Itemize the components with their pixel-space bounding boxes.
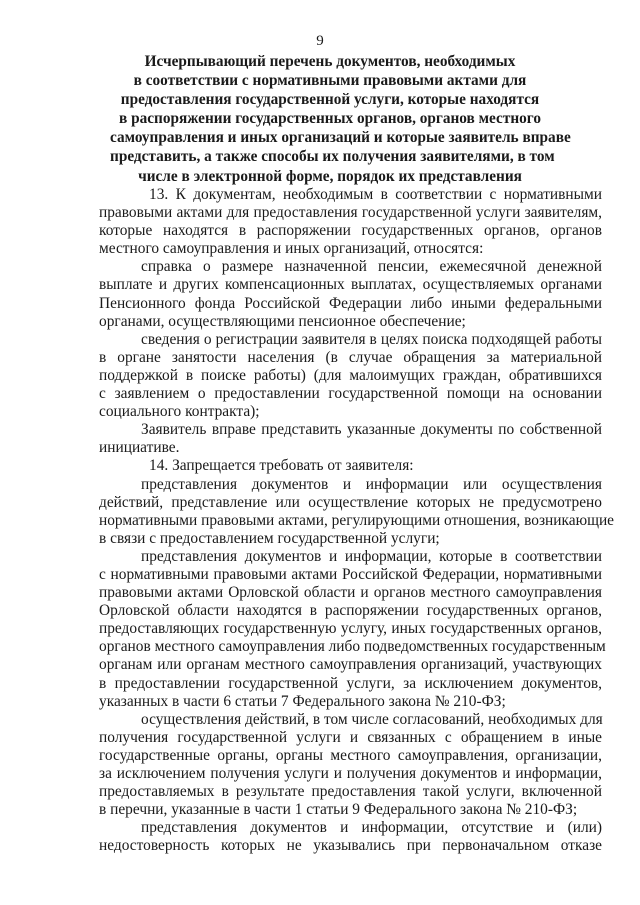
paragraph xyxy=(99,457,602,475)
paragraph xyxy=(99,186,602,258)
paragraph-line: 13. К документам, необходимым в соответствии с нормативными xyxy=(149,186,602,203)
paragraph-line: представления документов и информации, которые в соответствии xyxy=(141,547,602,565)
paragraph-line: выплате и других компенсационных выплатах, осуществляемых органами xyxy=(99,276,602,294)
paragraph-line: в органе занятости населения (в случае обращения за материальной xyxy=(99,348,602,366)
paragraph-line: с нормативными правовыми актами Российской Федерации, нормативными xyxy=(99,565,602,583)
paragraph-line: представления документов и информации, отсутствие и (или) xyxy=(141,819,602,837)
paragraph-line: которые находятся в распоряжении государственных органов, органов xyxy=(99,222,602,240)
paragraph-line: за исключением получения услуги и получения документов и информации, xyxy=(99,765,602,782)
paragraph xyxy=(99,475,615,548)
paragraph-line: местного самоуправления и иных организаций, относятся: xyxy=(99,240,484,258)
paragraph-line: осуществления действий, в том числе согласований, необходимых для xyxy=(141,710,603,728)
paragraph-line: сведения о регистрации заявителя в целях поиска подходящей работы xyxy=(141,330,602,348)
paragraph-line: органам или органам местного самоуправления организаций, участвующих xyxy=(99,656,602,674)
paragraph-line: Орловской области находятся в распоряжении государственных органов, xyxy=(99,602,602,620)
heading-line: самоуправления и иных организаций и которые заявитель вправе xyxy=(110,129,571,147)
paragraph-line: Пенсионного фонда Российской Федерации либо иными федеральными xyxy=(99,294,602,312)
paragraph-line: органами, осуществляющими пенсионное обеспечение; xyxy=(99,312,466,330)
paragraph-line: указанных в части 6 статьи 7 Федерального закона № 210-ФЗ; xyxy=(99,692,506,710)
paragraph-line: 14. Запрещается требовать от заявителя: xyxy=(149,457,414,475)
heading-line: предоставления государственной услуги, которые находятся xyxy=(120,91,540,109)
paragraph xyxy=(99,421,602,457)
heading-line: Исчерпывающий перечень документов, необходимых xyxy=(144,53,516,70)
paragraph-line: с заявлением о предоставлении государственной помощи на основании xyxy=(99,385,602,403)
paragraph-line: в предоставлении государственной услуги, за исключением документов, xyxy=(99,674,602,692)
paragraph xyxy=(99,819,602,855)
heading-line: представить, а также способы их получения заявителями, в том xyxy=(110,148,555,166)
paragraph-line: представления документов и информации или осуществления xyxy=(141,475,602,493)
page-number: 9 xyxy=(316,33,324,49)
paragraph-line: правовыми актами для предоставления государственной услуги заявителям, xyxy=(99,204,602,222)
paragraph-line: государственные органы, органы местного самоуправления, организации, xyxy=(99,746,602,764)
paragraph-line: недостоверность которых не указывались при первоначальном отказе xyxy=(99,837,602,855)
paragraph-line: поддержкой в поиске работы) (для малоимущих граждан, обратившихся xyxy=(99,366,602,384)
heading-line: в соответствии с нормативными правовыми актами для xyxy=(133,72,527,90)
paragraph-line: социального контракта); xyxy=(99,403,260,421)
body-text xyxy=(99,186,615,855)
heading-line: числе в электронной форме, порядок их представления xyxy=(138,167,522,185)
paragraph-line: органов местного самоуправления либо подведомственных государственным xyxy=(99,638,606,656)
paragraph-line: нормативными правовыми актами, регулирующими отношения, возникающие xyxy=(99,511,615,529)
paragraph xyxy=(99,547,606,711)
heading-line: в распоряжении государственных органов, органов местного xyxy=(118,110,542,128)
paragraph-line: действий, представление или осуществление которых не предусмотрено xyxy=(99,493,602,511)
paragraph-line: предоставляемых в результате предоставления такой услуги, включенной xyxy=(99,783,602,801)
section-heading xyxy=(110,52,571,186)
paragraph xyxy=(99,331,602,421)
paragraph-line: инициативе. xyxy=(99,439,180,457)
paragraph xyxy=(99,258,602,330)
paragraph xyxy=(99,711,602,820)
paragraph-line: правовыми актами Орловской области и органов местного самоуправления xyxy=(99,584,602,602)
paragraph-line: в перечни, указанные в части 1 статьи 9 Федерального закона № 210-ФЗ; xyxy=(99,801,578,819)
paragraph-line: Заявитель вправе представить указанные документы по собственной xyxy=(141,421,602,439)
paragraph-line: предоставляющих государственную услугу, иных государственных органов, xyxy=(99,620,602,638)
paragraph-line: справка о размере назначенной пенсии, ежемесячной денежной xyxy=(141,258,602,276)
paragraph-line: получения государственной услуги и связанных с обращением в иные xyxy=(99,728,602,746)
paragraph-line: в связи с предоставлением государственной услуги; xyxy=(99,529,440,547)
